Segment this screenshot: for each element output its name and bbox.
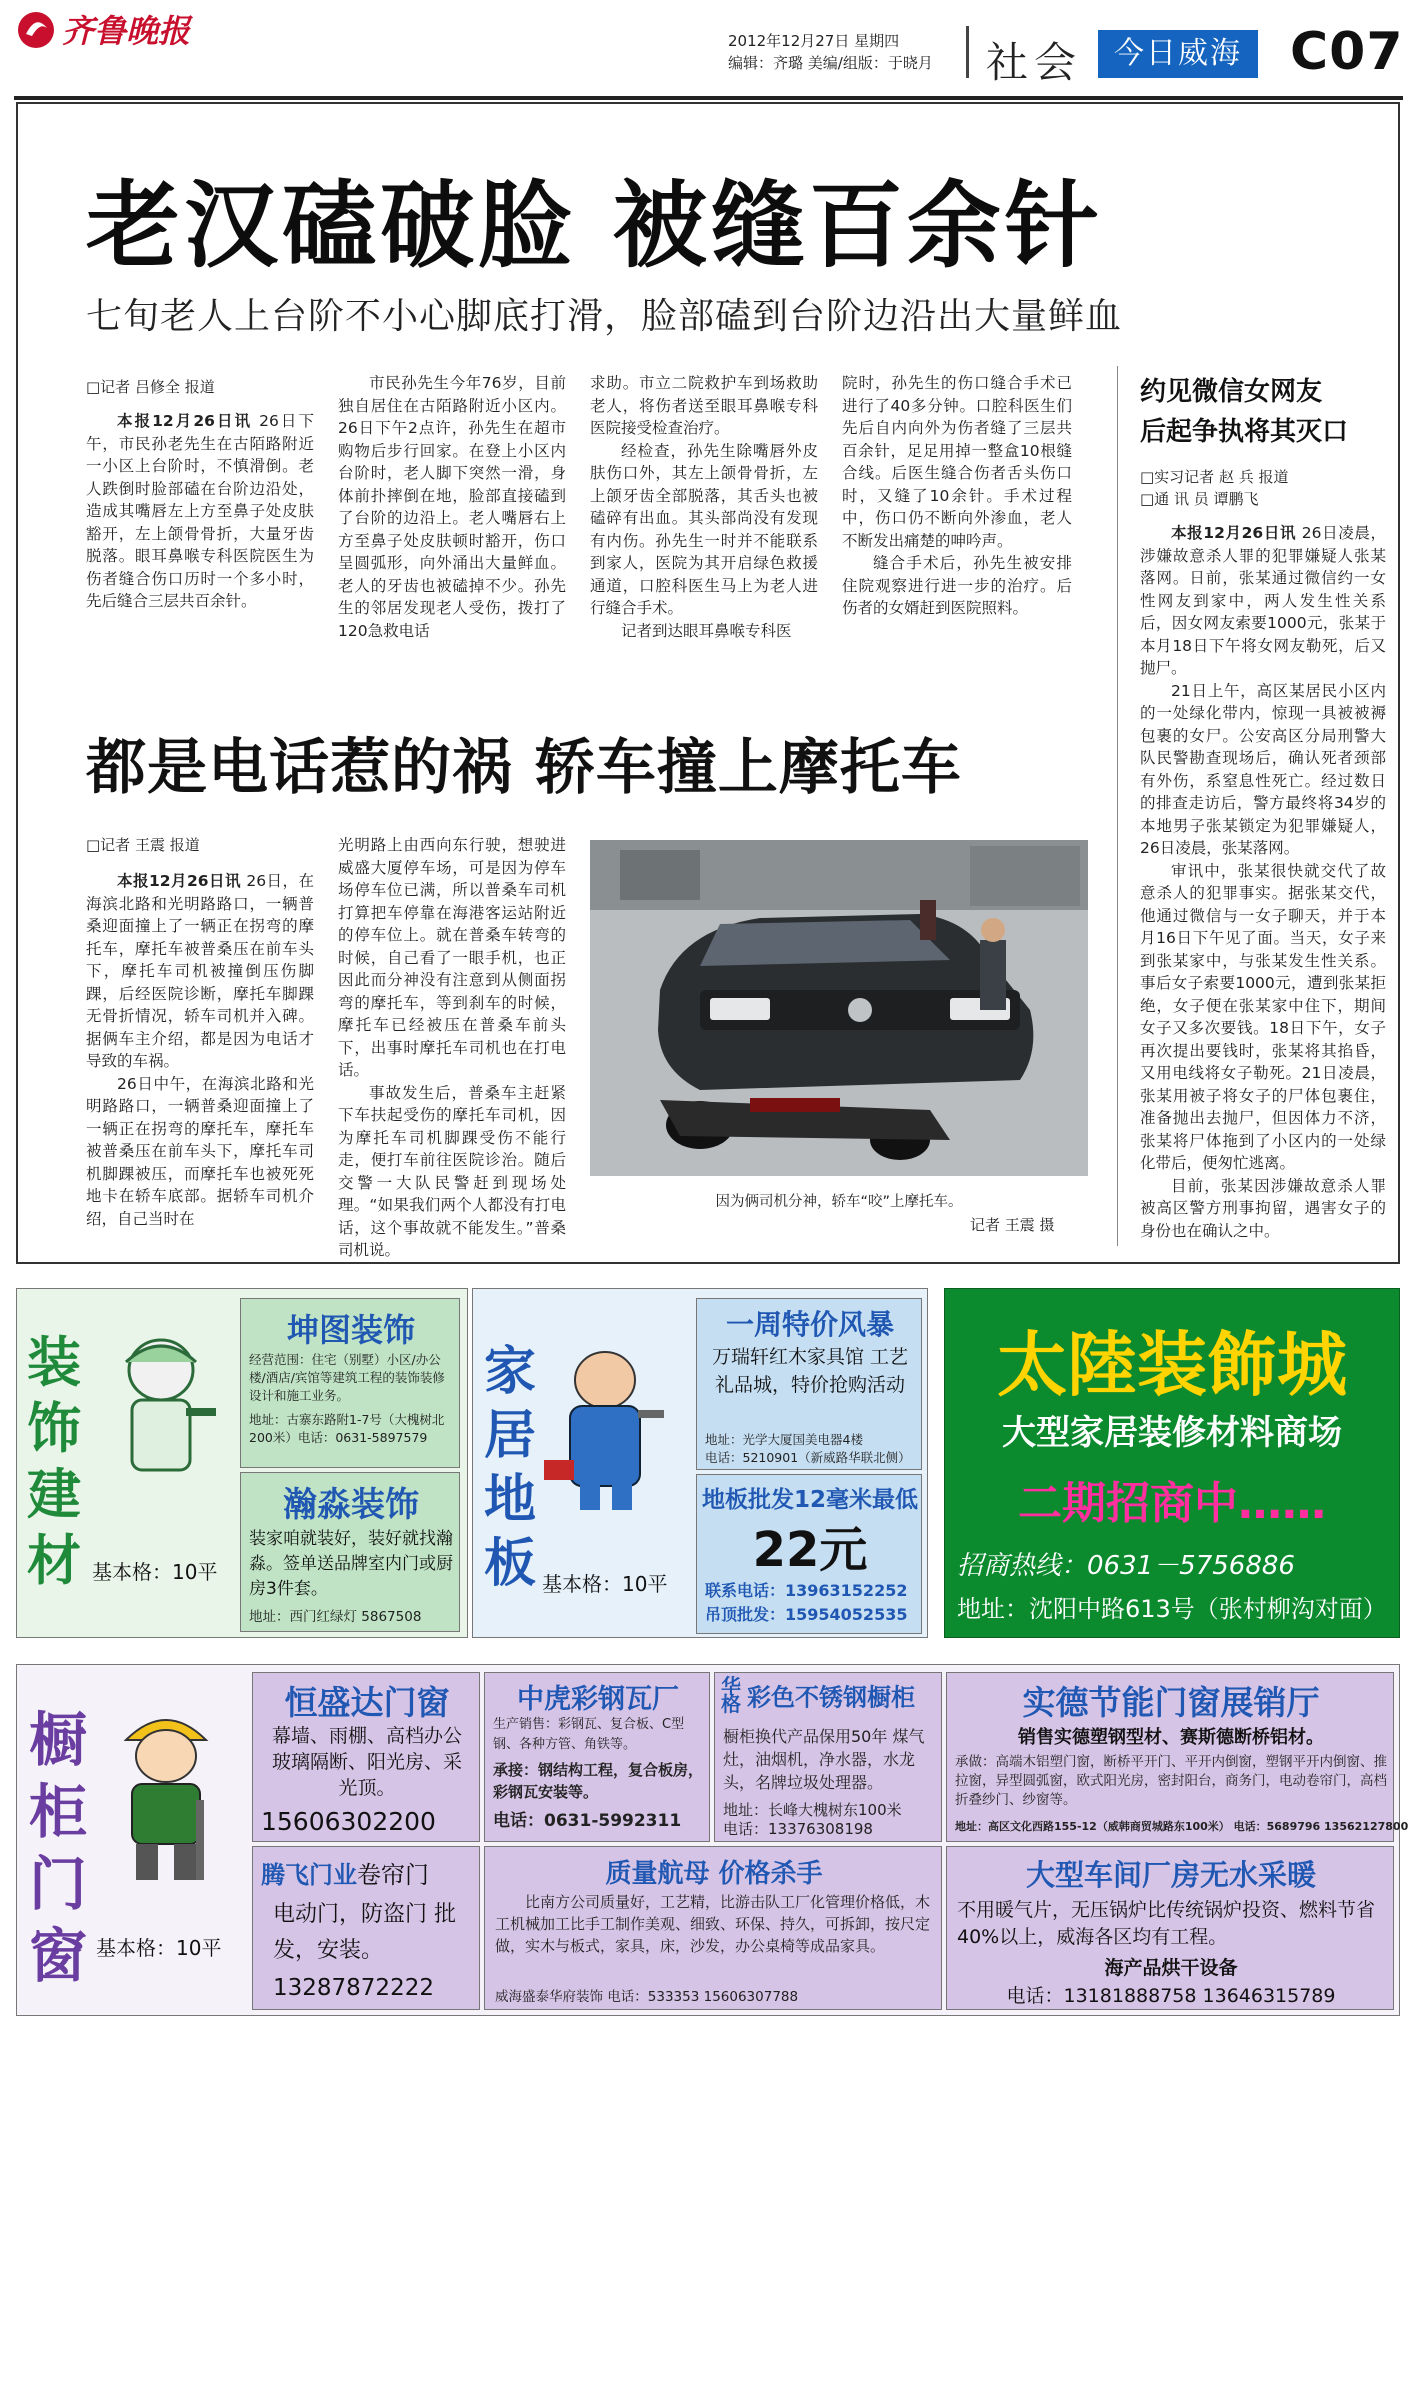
huage-text: 橱柜换代产品保用50年 煤气灶，油烟机，净水器，水龙头，名牌垃圾处理器。	[723, 1727, 925, 1792]
issue-info	[728, 30, 933, 74]
wholesale-contact2: 吊顶批发：15954052535	[705, 1605, 908, 1624]
hengshengda-title: 恒盛达门窗	[284, 1683, 450, 1722]
story3-lead: 本报12月26日讯	[1171, 524, 1297, 542]
zhonghu-services: 承接：钢结构工程，复合板房，彩钢瓦安装等。	[493, 1761, 704, 1801]
story2-headline: 都是电话惹的祸 轿车撞上摩托车	[86, 733, 962, 803]
story1-col1	[86, 410, 314, 630]
shide-subtitle: 销售实德塑钢型材、赛斯德断桥铝材。	[1018, 1727, 1324, 1748]
wholesale-contact1: 联系电话：13963152252	[705, 1581, 908, 1600]
header-rule	[14, 96, 1403, 100]
story3-body4: 目前，张某因涉嫌故意杀人罪被高区警方刑事拘留，遇害女子的身份也在确认之中。	[1140, 1176, 1386, 1240]
hanmiao-title: 瀚淼装饰	[283, 1485, 419, 1525]
story2-lead: 本报12月26日讯	[117, 872, 241, 890]
ad-decoration-base-price: 基本格：10平	[92, 1560, 218, 1584]
story3-byline2: □通 讯 员 谭鹏飞	[1140, 490, 1259, 508]
hanmiao-address: 地址：西门红绿灯 5867508	[249, 1609, 422, 1625]
story1-lead: 本报12月26日讯	[117, 412, 253, 430]
huage-title-product: 彩色不锈钢橱柜	[747, 1683, 915, 1712]
workshop-dryer: 海产品烘干设备	[1104, 1957, 1238, 1979]
photo-caption: 因为俩司机分神，轿车“咬”上摩托车。	[715, 1194, 963, 1210]
section-name: 社会	[986, 38, 1083, 87]
zhiliang-address: 威海盛泰华府装饰 电话：533353 15606307788	[495, 1989, 799, 2005]
story1-col3-text-c: 记者到达眼耳鼻喉专科医	[621, 621, 792, 640]
tengfei-text: 电动门，防盗门 批发，安装。	[273, 1902, 456, 1963]
workshop-title: 大型车间厂房无水采暖	[1025, 1858, 1316, 1892]
ad-flooring-base-price: 基本格：10平	[542, 1572, 668, 1596]
promo-text: 万瑞轩红木家具馆 工艺礼品城，特价抢购活动	[711, 1346, 909, 1396]
story1-col2	[338, 372, 566, 640]
huage-address: 地址：长峰大槐树东100米	[723, 1801, 902, 1819]
workshop-phone: 电话：13181888758 13646315789	[1006, 1985, 1336, 2007]
hanmiao-text: 装家咱就装好，装好就找瀚淼。签单送品牌室内门或厨房3件套。	[249, 1529, 453, 1599]
story2-col2-text-b: 事故发生后，普桑车主赶紧下车扶起受伤的摩托车司机，因为摩托车司机脚踝受伤不能行走，便打车前往医院诊治。随后交警一大队民警赶到现场处理。“如果我们两个人都没有打电话，这个事故就不能发生。”普桑司机说。	[338, 1083, 566, 1259]
tengfei-title	[261, 1855, 429, 1890]
sidebar-divider	[1117, 366, 1118, 1246]
plumber-illustration	[540, 1340, 670, 1520]
story1-col4	[842, 372, 1072, 634]
ad-zhonghu	[484, 1672, 710, 1842]
zhonghu-title: 中虎彩钢瓦厂	[517, 1684, 679, 1715]
story3-headline-line1: 约见微信女网友	[1140, 377, 1323, 407]
editor-line: 编辑：齐璐 美编/组版：于晓月	[728, 54, 933, 72]
story3-body2: 21日上午，高区某居民小区内的一处绿化带内，惊现一具被被褥包裹的女尸。公安高区分局刑警大队民警勘查现场后，确认死者颈部有外伤，系窒息性死亡。经过数日的排查走访后，警方最终将34岁的本地男子张某锁定为犯罪嫌疑人，26日凌晨，张某落网。	[1140, 681, 1386, 857]
huage-title-brand: 华格	[721, 1674, 741, 1716]
driller-illustration	[96, 1700, 236, 1890]
shide-title: 实德节能门窗展销厅	[1022, 1683, 1320, 1722]
story1-col4-text-b: 缝合手术后，孙先生被安排住院观察进行进一步的治疗。后伤者的女婿赶到医院照料。	[842, 554, 1072, 617]
shide-address: 地址：高区文化西路155-12（威韩商贸城路东100米） 电话：5689796 13562127800	[955, 1820, 1409, 1833]
ad-shide	[946, 1672, 1409, 1842]
workshop-text: 不用暖气片，无压锅炉比传统锅炉投资、燃料节省40%以上，威海各区均有工程。	[957, 1899, 1376, 1948]
taolu-promo: 二期招商中……	[1018, 1478, 1326, 1529]
huage-phone: 电话：13376308198	[723, 1820, 873, 1838]
story1-col2-text: 市民孙先生今年76岁，目前独自居住在古陌路附近小区内。26日下午2点许，孙先生在超市购物后步行回家。在登上小区内台阶时，老人脚下突然一滑，身体前扑摔倒在地，脸部直接磕到了台阶的边沿上。老人嘴唇右上方至鼻子处皮肤顿时豁开，伤口呈圆弧形，向外涌出大量鲜血。老人的牙齿也被磕掉不少。孙先生的邻居发现老人受伤，拨打了120急救电话	[338, 374, 566, 640]
story3-body	[1140, 522, 1386, 1240]
photo-credit: 记者 王震 摄	[970, 1216, 1055, 1234]
story1-col3	[590, 372, 818, 640]
story2-col1	[86, 870, 314, 1230]
taolu-address: 地址：沈阳中路613号（张村柳沟对面）	[957, 1595, 1387, 1623]
ad-tengfei	[252, 1846, 480, 2010]
kuntu-address: 地址：古寨东路附1-7号（大槐树北200米）电话：0631-5897579	[249, 1412, 445, 1445]
newspaper-logo	[14, 8, 224, 52]
ad-huage	[714, 1672, 942, 1842]
shide-text: 承做：高端木铝塑门窗，断桥平开门、平开内倒窗，塑钢平开内倒窗、推拉窗，异型圆弧窗，欧式阳光房，密封阳台，商务门，电动卷帘门，高档折叠纱门、纱窗等。	[955, 1754, 1387, 1808]
ad-hengshengda	[252, 1672, 480, 1842]
promo-title: 一周特价风暴	[725, 1308, 894, 1341]
story1-byline: □记者 吕修全 报道	[86, 378, 215, 396]
story1-col4-text-a: 院时，孙先生的伤口缝合手术已进行了40多分钟。口腔科医生们先后自内向外为伤者缝了三层共百余针，足足用掉一整盒10根缝合线。后医生缝合伤者舌头伤口时，又缝了10余针。手术过程中，伤口仍不断向外渗血，老人不断发出痛楚的呻吟声。	[842, 374, 1072, 550]
tengfei-title-brand: 腾飞门业	[261, 1861, 357, 1889]
worker-illustration	[96, 1330, 226, 1490]
ad-floor-wholesale	[696, 1474, 922, 1634]
taolu-hotline: 招商热线：0631－5756886	[957, 1551, 1295, 1581]
tengfei-title-product: 卷帘门	[357, 1861, 429, 1889]
issue-date: 2012年12月27日 星期四	[728, 32, 900, 50]
story2-col1-text-b: 26日中午，在海滨北路和光明路路口，一辆普桑迎面撞上了一辆正在拐弯的摩托车，摩托车被普桑压在前车头下，摩托车司机脚踝被压，而摩托车也被死死地卡在轿车底部。据轿车司机介绍，自己当时在	[86, 1074, 314, 1228]
story2-col2-text-a: 光明路上由西向东行驶，想驶进威盛大厦停车场，可是因为停车场停车位已满，所以普桑车司机打算把车停靠在海港客运站附近的停车位上。就在普桑车转弯的时候，自己看了一眼手机，也正因此而分神没有注意到从侧面拐弯的摩托车，等到刹车的时候，摩托车已经被压在普桑车前头下，出事时摩托车司机也在打电话。	[338, 836, 566, 1079]
ad-kuntu	[240, 1298, 460, 1468]
wholesale-price: 22元	[752, 1522, 868, 1578]
story3-headline	[1140, 372, 1348, 452]
story3-byline1: □实习记者 赵 兵 报道	[1140, 468, 1289, 486]
zhiliang-title: 质量航母 价格杀手	[605, 1859, 823, 1889]
huage-title	[721, 1674, 937, 1716]
ad-zhiliang	[484, 1846, 942, 2010]
ad-workshop-heating	[946, 1846, 1394, 2010]
ad-weekly-promo	[696, 1298, 922, 1470]
story1-headline: 老汉磕破脸 被缝百余针	[86, 172, 1103, 281]
logo-text: 齐鲁晚报	[62, 12, 191, 50]
kuntu-text: 经营范围：住宅（别墅）小区/办公楼/酒店/宾馆等建筑工程的装饰装修设计和施工业务。	[249, 1352, 445, 1403]
ad-hanmiao	[240, 1472, 460, 1632]
story3-body1: 26日凌晨，涉嫌故意杀人罪的犯罪嫌疑人张某落网。日前，张某通过微信约一女性网友到家中，两人发生性关系后，因女网友索要1000元，张某于本月18日下午将女网友勒死，后又抛尸。	[1140, 524, 1386, 677]
promo-tel: 电话：5210901（新威路华联北侧）	[705, 1450, 911, 1465]
ad-decoration-label: 装饰建材	[27, 1331, 81, 1592]
tengfei-phone: 13287872222	[273, 1975, 434, 2001]
kuntu-title: 坤图装饰	[286, 1311, 415, 1349]
taolu-title: 太陸装飾城	[997, 1323, 1347, 1406]
ad-taolu	[944, 1288, 1400, 1638]
story1-col3-text-b: 经检查，孙先生除嘴唇外皮肤伤口外，其左上颌骨骨折，左上颌牙齿全部脱落，其舌头也被磕碎有出血。其头部尚没有发现有内伤。孙先生一时并不能联系到家人，医院为其开启绿色救援通道，口腔科医生马上为老人进行缝合手术。	[590, 441, 818, 617]
zhiliang-text: 比南方公司质量好，工艺精，比游击队工厂化管理价格低，木工机械加工比手工制作美观、细致、环保、持久，可拆卸，按尺定做，实木与板式，家具，床，沙发，办公桌椅等成品家具。	[495, 1893, 931, 1955]
story3-body3: 审讯中，张某很快就交代了故意杀人的犯罪事实。据张某交代，他通过微信与一女子聊天，并于本月16日下午见了面。当天，女子来到张某家中，与张某发生性关系。事后女子索要1000元，遭到张某拒绝，女子便在张某家中住下，期间女子又多次要钱。18日下午，女子再次提出要钱时，张某将其掐昏，又用电线将女子勒死。21日凌晨，张某用被子将女子的尸体包裹住，准备抛出去抛尸，但因体力不济，张某将尸体拖到了小区内的一处绿化带后，便匆忙逃离。	[1140, 861, 1386, 1172]
story2-col2	[338, 834, 566, 1259]
wholesale-title: 地板批发12毫米最低	[701, 1487, 918, 1513]
ad-cabinet-label: 橱柜门窗	[28, 1706, 87, 1990]
story3-headline-line2: 后起争执将其灭口	[1140, 417, 1349, 447]
story1-col1-text: 26日下午，市民孙老先生在古陌路附近一小区上台阶时，不慎滑倒。老人跌倒时脸部磕在台阶边沿处，造成其嘴唇左上方至鼻子处皮肤豁开，左上颌骨骨折，大量牙齿脱落。眼耳鼻喉专科医院医生为伤者缝合伤口历时一个多小时，先后缝合三层共百余针。	[86, 412, 314, 610]
promo-address: 地址：光学大厦国美电器4楼	[705, 1432, 863, 1447]
story2-col1-text-a: 26日，在海滨北路和光明路路口，一辆普桑迎面撞上了一辆正在拐弯的摩托车，摩托车被普桑压在前车头下，摩托车司机被撞倒压伤脚踝，后经医院诊断，摩托车脚踝无骨折情况，轿车司机并入碑。据俩车主介绍，都是因为电话才导致的车祸。	[86, 872, 314, 1070]
zhonghu-phone: 电话：0631-5992311	[493, 1811, 682, 1831]
story1-col3-text-a: 求助。市立二院救护车到场救助老人，将伤者送至眼耳鼻喉专科医院接受检查治疗。	[590, 374, 818, 437]
section-badge: 今日威海	[1098, 30, 1258, 78]
header-separator	[966, 26, 969, 78]
hengshengda-text: 幕墙、雨棚、高档办公玻璃隔断、阳光房、采光顶。	[271, 1725, 462, 1799]
story1-subhead: 七旬老人上台阶不小心脚底打滑，脸部磕到台阶边沿出大量鲜血	[86, 296, 1123, 337]
taolu-subtitle: 大型家居装修材料商场	[1002, 1413, 1342, 1453]
story2-byline: □记者 王震 报道	[86, 836, 200, 854]
car-crash-photo	[590, 840, 1088, 1176]
hengshengda-phone: 15606302200	[261, 1807, 436, 1836]
zhonghu-text: 生产销售：彩钢瓦、复合板、C型钢、各种方管、角铁等。	[493, 1717, 685, 1752]
ad-cabinet-base-price: 基本格：10平	[96, 1936, 222, 1960]
page-number: C07	[1290, 22, 1404, 82]
ad-flooring-label: 家居地板	[483, 1342, 536, 1594]
